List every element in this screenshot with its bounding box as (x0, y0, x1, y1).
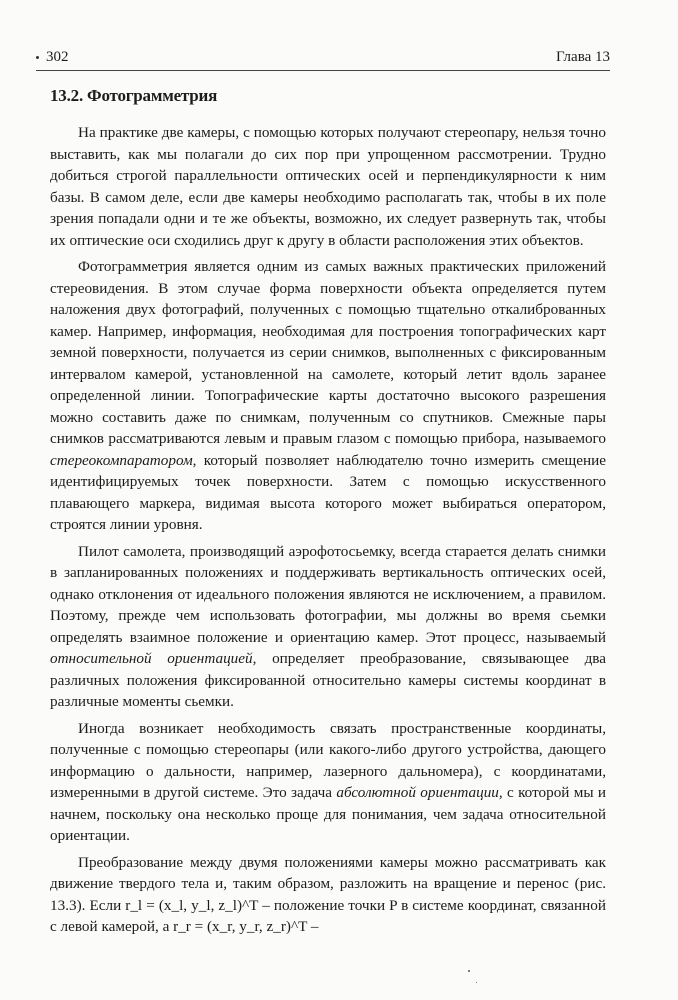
page-mark (36, 56, 39, 59)
page-number: 302 (46, 49, 69, 65)
paragraph-2-text-b: , который позволяет наблюдателю точно измерить смещение идентифицируемых точек поверхности. Затем с помощью искусственного плавающего маркера, видимая высота которого может выбираться оператором, строятся линии уровня. (50, 451, 606, 533)
term-stereocomparator: стереокомпаратором (50, 451, 193, 469)
term-relative-orientation: относительной ориентацией (50, 650, 253, 667)
paragraph-4 (50, 718, 606, 847)
paragraph-3 (50, 541, 606, 713)
paragraph-1 (50, 122, 606, 251)
paragraph-4-text-a: Иногда возникает необходимость связать пространственные координаты, полученные с помощью стереопары (или какого-либо другого устройства, дающего информацию о дальности, например, лазерного дальномера), с координатами, измеренными в другой системе. Это задача (50, 719, 606, 801)
paragraph-2 (50, 256, 606, 536)
header-rule (36, 70, 610, 71)
paragraph-5-text: Преобразование между двумя положениями камеры можно рассматривать как движение твердого тела и, таким образом, разложить на вращение и перенос (рис. 13.3). Если r_l = (x_l, y_l, z_l)^T – положение точки P в системе координат, связанной с левой камерой, а r_r = (x_r, y_r, z_r)^T – (50, 853, 606, 935)
paragraph-2-text-a: Фотограмметрия является одним из самых важных практических приложений стереовидения. В этом случае форма поверхности объекта определяется путем наложения двух фотографий, полученных с помощью тщательно откалиброванных камер. Например, информация, необходимая для построения топографических карт земной поверхности, получается из серии снимков, выполненных с фиксированным интервалом камерой, установленной на самолете, который летит вдоль заранее определенной линии. Топографические карты достаточно высокого разрешения можно составить даже по снимкам, полученным со спутников. Смежные пары снимков рассматриваются левым и правым глазом с помощью прибора, называемого (50, 258, 606, 447)
scan-speck (468, 970, 470, 972)
paragraph-3-text-b: , определяет преобразование, связывающее два различных положения фиксированной относительно камеры системы координат в различные моменты сьемки. (50, 650, 607, 710)
section-title: 13.2. Фотограмметрия (50, 86, 218, 105)
scan-speck (476, 982, 477, 983)
running-head: Глава 13 (556, 49, 610, 65)
body-text (50, 122, 606, 943)
paragraph-4-text-b: , с которой мы и начнем, поскольку она несколько проще для понимания, чем задача относительной ориентации. (50, 784, 606, 844)
paragraph-3-text-a: Пилот самолета, производящий аэрофотосьемку, всегда старается делать снимки в запланированных положениях и поддерживать вертикальность оптических осей, однако отклонения от идеального положения являются не исключением, а правилом. Поэтому, прежде чем использовать фотографии, мы должны во время сьемки определять взаимное положение и ориентацию камер. Этот процесс, называемый (50, 542, 606, 646)
paragraph-5 (50, 852, 606, 938)
term-absolute-orientation: абсолютной ориентации (336, 784, 499, 801)
paragraph-1-text: На практике две камеры, с помощью которых получают стереопару, нельзя точно выставить, как мы полагали до сих пор при упрощенном рассмотрении. Трудно добиться строгой параллельности оптических осей и перпендикулярности к ним базы. В самом деле, если две камеры необходимо располагать так, чтобы в их поле зрения попадали одни и те же объекты, возможно, их следует развернуть так, чтобы их оптические оси сходились друг к другу в области расположения этих объектов. (50, 124, 606, 249)
